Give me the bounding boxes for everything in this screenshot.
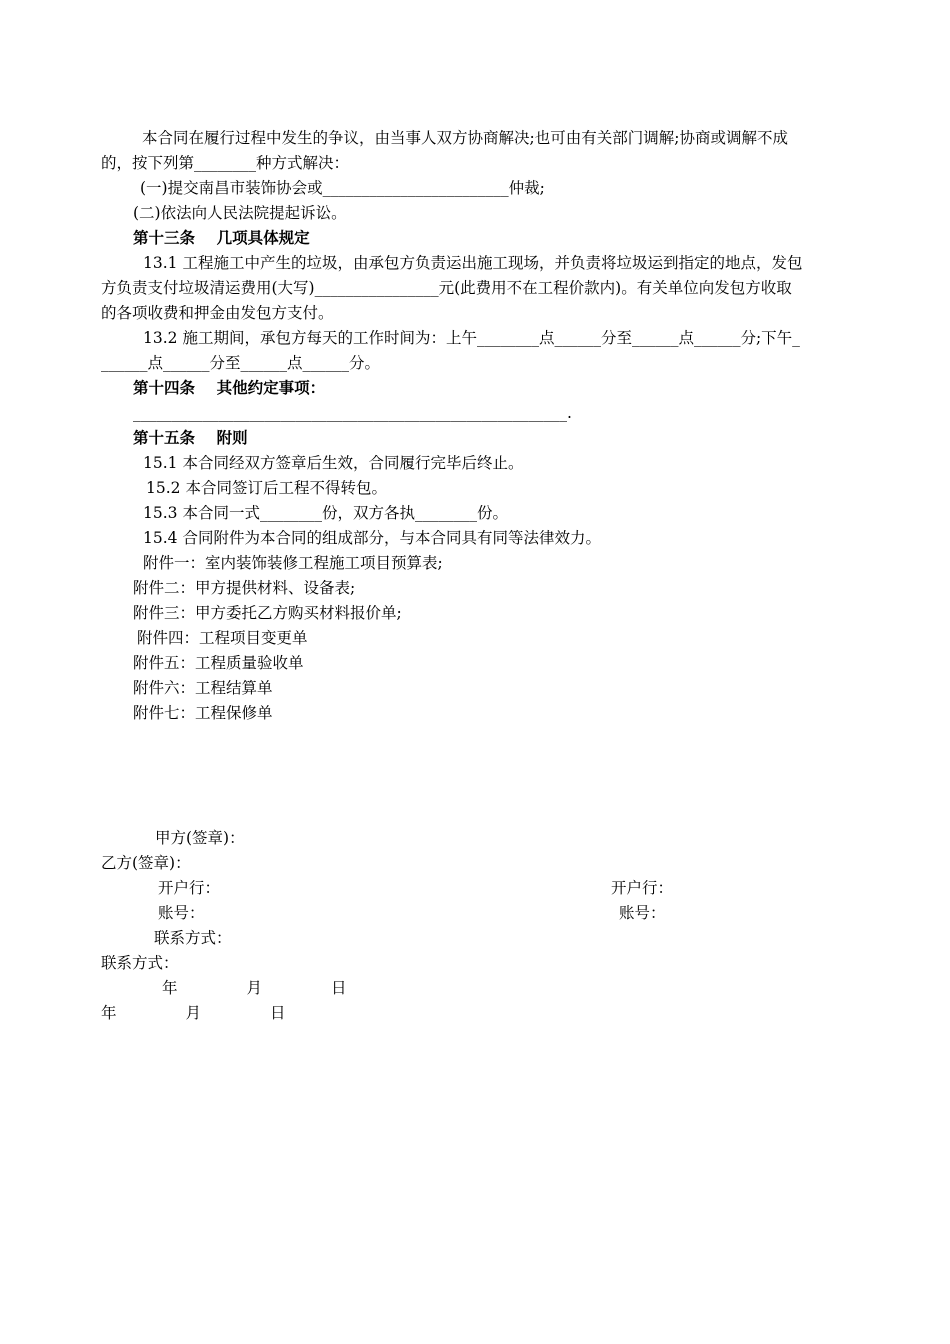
attachment-6: 附件六：工程结算单 [133, 679, 273, 697]
attachment-5: 附件五：工程质量验收单 [133, 654, 304, 672]
party-a-contact: 联系方式： [154, 929, 232, 947]
party-a-date: 年 月 日 [162, 979, 347, 997]
attachment-7: 附件七：工程保修单 [133, 704, 273, 722]
attachment-1: 附件一：室内装饰装修工程施工项目预算表; [143, 554, 443, 572]
clause-15-4: 15.4 合同附件为本合同的组成部分，与本合同具有同等法律效力。 [143, 529, 601, 547]
clause-13-1-line-1: 13.1 工程施工中产生的垃圾，由承包方负责运出施工现场，并负责将垃圾运到指定的地点，发包 [143, 254, 803, 272]
party-a-account: 账号： [158, 904, 205, 922]
article-14-heading: 第十四条 其他约定事项： [133, 379, 326, 397]
party-b-date: 年 月 日 [101, 1004, 286, 1022]
clause-13-1-line-3: 的各项收费和押金由发包方支付。 [101, 304, 334, 322]
attachment-2: 附件二：甲方提供材料、设备表; [133, 579, 356, 597]
clause-13-2-line-1: 13.2 施工期间，承包方每天的工作时间为：上午________点______分至______点______分;下午_ [143, 329, 800, 347]
clause-15-1: 15.1 本合同经双方签章后生效，合同履行完毕后终止。 [143, 454, 524, 472]
clause-13-2-line-2: ______点______分至______点______分。 [101, 354, 381, 372]
party-b-contact: 联系方式： [101, 954, 179, 972]
clause-13-1-line-2: 方负责支付垃圾清运费用(大写)________________元(此费用不在工程价款内)。有关单位向发包方收取 [101, 279, 792, 297]
party-b-signature: 乙方(签章)： [101, 854, 191, 872]
article-15-heading: 第十五条 附则 [133, 429, 248, 447]
party-a-bank: 开户行： [158, 879, 221, 897]
dispute-option-1: (一)提交南昌市装饰协会或________________________仲裁; [140, 179, 545, 197]
dispute-option-2: (二)依法向人民法院提起诉讼。 [133, 204, 347, 222]
attachment-3: 附件三：甲方委托乙方购买材料报价单; [133, 604, 402, 622]
clause-15-3: 15.3 本合同一式________份，双方各执________份。 [143, 504, 508, 522]
other-matters-blank: ________________________________________________________. [133, 404, 572, 422]
dispute-clause-line-1: 本合同在履行过程中发生的争议，由当事人双方协商解决;也可由有关部门调解;协商或调解不成 [142, 129, 788, 147]
dispute-clause-line-2: 的，按下列第________种方式解决： [101, 154, 350, 172]
party-a-signature: 甲方(签章)： [155, 829, 245, 847]
clause-15-2: 15.2 本合同签订后工程不得转包。 [146, 479, 387, 497]
attachment-4: 附件四：工程项目变更单 [137, 629, 308, 647]
party-b-account: 账号： [619, 904, 666, 922]
party-b-bank: 开户行： [611, 879, 674, 897]
article-13-heading: 第十三条 几项具体规定 [133, 229, 310, 247]
